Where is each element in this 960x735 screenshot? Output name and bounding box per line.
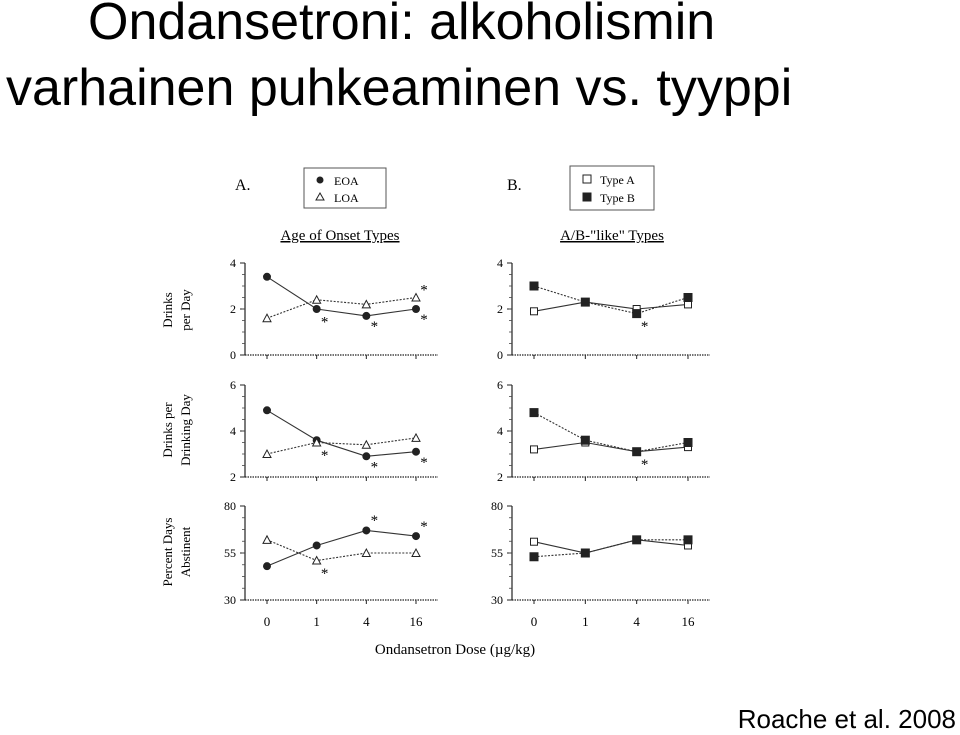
- x-tick-label-a-4: 4: [363, 614, 370, 629]
- panel-b-row-3-series-type-b-line: [534, 540, 688, 557]
- panel-b-row-1-series-type-b-point-16: [684, 294, 692, 302]
- x-tick-label-b-16: 16: [681, 614, 695, 629]
- panel-a-row-1-y-tick-label: 0: [230, 348, 236, 362]
- panel-a-row-1-series-loa-point-1: [313, 296, 321, 304]
- panel-a-row-1-series-loa-point-16: [412, 294, 420, 302]
- panel-a-row-2-significance-star: *: [420, 454, 428, 471]
- panel-a-row-3-series-eoa-point-4: [363, 527, 370, 534]
- panel-a-row-2-y-tick-label: 4: [230, 424, 236, 438]
- subtitle-a: Age of Onset Types: [280, 228, 400, 244]
- panel-b-row-2-y-tick-label: 6: [497, 378, 503, 392]
- legend-type-a-marker: [583, 175, 591, 183]
- panel-a-row-2-series-loa-point-16: [412, 434, 420, 442]
- panel-a-row-3-series-eoa-point-0: [264, 563, 271, 570]
- panel-a-row-3-y-tick-label: 55: [224, 546, 236, 560]
- legend-type-b-label: Type B: [600, 191, 635, 205]
- panel-a-row-3-significance-star: *: [420, 518, 428, 535]
- panel-a-row-1-series-eoa-point-0: [264, 273, 271, 280]
- panel-a-row-1-series-eoa-point-4: [363, 312, 370, 319]
- panel-a-row-1-significance-star: *: [420, 282, 428, 299]
- row-label-2a: Drinks per: [160, 402, 175, 458]
- row-label-1b: per Day: [178, 289, 193, 331]
- panel-a-row-1-significance-star: *: [420, 312, 428, 329]
- row-label-2b: Drinking Day: [178, 394, 193, 466]
- panel-a-row-2-series-loa-line: [267, 438, 416, 454]
- plot-area: [224, 256, 710, 629]
- x-tick-label-a-0: 0: [263, 614, 271, 629]
- panel-b-row-2-series-type-b-point-16: [684, 439, 692, 447]
- panel-a-row-1-series-loa-line: [267, 298, 416, 319]
- panel-a-row-3-y-tick-label: 80: [224, 499, 236, 513]
- panel-a-row-1-y-tick-label: 4: [230, 256, 236, 270]
- panel-b-row-3-series-type-a-point-0: [531, 538, 538, 545]
- citation: Roache et al. 2008: [737, 704, 956, 734]
- legend-eoa-label: EOA: [334, 174, 359, 188]
- panel-a-row-2-series-loa-point-4: [362, 441, 370, 449]
- figure-chart: [150, 160, 730, 670]
- panel-a-row-3-series-eoa-point-1: [313, 542, 320, 549]
- panel-b-row-3-y-tick-label: 80: [491, 499, 503, 513]
- panel-b-row-3-series-type-b-point-4: [633, 536, 641, 544]
- panel-b-row-3-series-type-b-point-1: [581, 549, 589, 557]
- panel-b-row-2-y-tick-label: 4: [497, 424, 503, 438]
- panel-a-row-3-series-eoa-line: [267, 530, 416, 566]
- panel-a-row-1-series-eoa-line: [267, 277, 416, 316]
- panel-b-row-2-series-type-b-point-1: [581, 436, 589, 444]
- panel-label-a: A.: [235, 177, 251, 194]
- panel-b-row-1-y-tick-label: 0: [497, 348, 503, 362]
- panel-b-row-1-significance-star: *: [640, 319, 649, 336]
- panel-a-row-2-series-eoa-point-4: [363, 453, 370, 460]
- x-tick-label-a-16: 16: [409, 614, 423, 629]
- legend-loa-label: LOA: [334, 191, 359, 205]
- panel-b-row-3-y-tick-label: 55: [491, 546, 503, 560]
- panel-a-row-2-significance-star: *: [320, 448, 329, 464]
- panel-a-row-2-series-loa-point-0: [263, 450, 271, 458]
- legend-type-a-label: Type A: [600, 173, 635, 187]
- panel-b-row-2-significance-star: *: [640, 457, 649, 474]
- panel-a-row-3-series-loa-point-0: [263, 536, 271, 544]
- slide-title-line-2: varhainen puhkeaminen vs. tyyppi: [6, 59, 793, 117]
- x-tick-label-b-1: 1: [582, 614, 589, 629]
- panel-b-row-1-series-type-b-point-1: [581, 298, 589, 306]
- row-label-3b: Abstinent: [178, 526, 193, 578]
- subtitle-b: A/B-"like" Types: [560, 228, 664, 244]
- legend-type-b-marker: [583, 193, 591, 201]
- panel-a-row-2-y-tick-label: 2: [230, 470, 236, 484]
- panel-b-row-2-y-tick-label: 2: [497, 470, 503, 484]
- panel-b-row-2-series-type-a-line: [534, 443, 688, 452]
- panel-a-row-2-series-eoa-point-0: [264, 407, 271, 414]
- slide-title-line-1: Ondansetroni: alkoholismin: [88, 0, 716, 51]
- panel-a-row-1-series-eoa-point-1: [313, 306, 320, 313]
- panel-b-row-1-y-tick-label: 2: [497, 302, 503, 316]
- x-axis-label: Ondansetron Dose (µg/kg): [374, 642, 536, 658]
- panel-a-row-3-series-eoa-point-16: [413, 533, 420, 540]
- panel-b-row-3-series-type-b-point-16: [684, 536, 692, 544]
- panel-a-row-2-y-tick-label: 6: [230, 378, 236, 392]
- panel-b-row-3-series-type-b-point-0: [530, 553, 538, 561]
- row-label-3a: Percent Days: [160, 517, 175, 587]
- panel-b-row-1-series-type-b-point-4: [633, 310, 641, 318]
- x-tick-label-b-4: 4: [633, 614, 640, 629]
- panel-b-row-1-series-type-b-point-0: [530, 282, 538, 290]
- panel-a-row-1-series-loa-point-0: [263, 314, 271, 322]
- panel-b-row-2-series-type-b-point-0: [530, 409, 538, 417]
- panel-a-row-1-series-eoa-point-16: [413, 306, 420, 313]
- panel-a-row-3-significance-star: *: [370, 513, 379, 530]
- panel-b-row-1-series-type-b-line: [534, 286, 688, 314]
- panel-b-row-1-y-tick-label: 4: [497, 256, 503, 270]
- panel-b-row-3-y-tick-label: 30: [491, 593, 503, 607]
- panel-b-row-2-series-type-b-point-4: [633, 448, 641, 456]
- panel-a-row-1-significance-star: *: [320, 314, 329, 331]
- panel-a-row-1-y-tick-label: 2: [230, 302, 236, 316]
- x-tick-label-a-1: 1: [313, 614, 320, 629]
- panel-b-row-1-series-type-a-point-0: [531, 308, 538, 315]
- panel-a-row-1-significance-star: *: [370, 319, 379, 336]
- panel-a-row-3-y-tick-label: 30: [224, 593, 236, 607]
- panel-b-row-2-series-type-a-point-0: [531, 446, 538, 453]
- panel-b-row-1-series-type-a-line: [534, 302, 688, 311]
- row-label-1a: Drinks: [160, 292, 175, 328]
- panel-a-row-2-significance-star: *: [370, 459, 379, 476]
- legend-loa-marker: [316, 193, 324, 200]
- panel-label-b: B.: [507, 177, 522, 194]
- panel-a-row-2-series-eoa-line: [267, 410, 416, 456]
- legend-eoa-marker: [317, 177, 324, 184]
- panel-a-row-3-significance-star: *: [320, 565, 329, 582]
- panel-a-row-2-series-eoa-point-16: [413, 448, 420, 455]
- x-tick-label-b-0: 0: [530, 614, 538, 629]
